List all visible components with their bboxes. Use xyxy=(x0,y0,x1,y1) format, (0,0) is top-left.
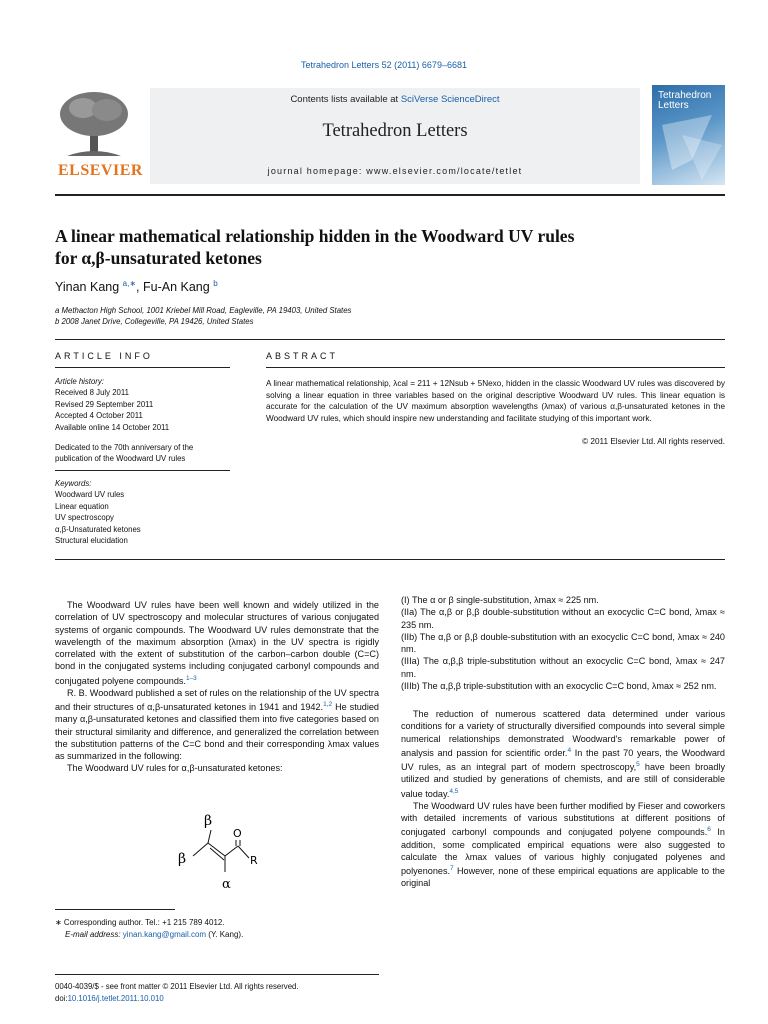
keyword-item: Linear equation xyxy=(55,501,109,511)
online-date: Available online 14 October 2011 xyxy=(55,422,170,432)
abstract-copyright: © 2011 Elsevier Ltd. All rights reserved. xyxy=(582,437,725,446)
footnote-divider xyxy=(55,909,175,910)
bottom-metadata xyxy=(55,981,455,1005)
paragraph-woodward xyxy=(55,687,379,763)
title-line1: A linear mathematical relationship hidden in the Woodward UV rules xyxy=(55,226,575,246)
citation-link[interactable]: 4,5 xyxy=(449,787,459,795)
paragraph-text: He studied many α,β-unsaturated ketones and classified them into five categories based on their structural similarity and difference, and generalized the correlation between the substitution patterns of the C=C bond and their corresponding λmax values as summarized in the following: xyxy=(55,702,379,762)
section-divider xyxy=(55,339,725,340)
affiliation-a: a Methacton High School, 1001 Kriebel Mill Road, Eagleville, PA 19403, United States xyxy=(55,306,352,315)
article-info-heading: ARTICLE INFO xyxy=(55,351,153,361)
email-suffix: (Y. Kang). xyxy=(206,930,244,939)
contents-prefix: Contents lists available at xyxy=(290,94,401,105)
paragraph-text: The Woodward UV rules have been well known and widely utilized in the correlation of UV spectroscopy and molecular structures of various conjugated systems of organic compounds. The Woodward UV rules demonstrate that the wavelength of the maximum absorption (λmax) in the UV spectra is rigidly correlated with the extent of substitution of the carbon–carbon double (C=C) bond in the conjugated systems including conjugated carbonyl compounds and conjugated polyene compounds. xyxy=(55,600,379,686)
keyword-item: α,β-Unsaturated ketones xyxy=(55,524,141,534)
keyword-item: UV spectroscopy xyxy=(55,513,114,523)
abstract-divider xyxy=(266,367,725,368)
rule-item: (IIb) The α,β or β,β double-substitution with an exocyclic C=C bond, λmax ≈ 240 nm. xyxy=(401,631,725,654)
dedication xyxy=(55,442,230,465)
cover-title-line1: Tetrahedron xyxy=(658,90,712,101)
author-list xyxy=(55,279,218,294)
paragraph-intro xyxy=(55,599,379,687)
paragraph-text: R. B. Woodward published a set of rules on the relationship of the UV spectra and their structures of α,β-unsaturated ketones in 1941 and 1942. xyxy=(55,687,379,713)
left-column xyxy=(55,599,379,775)
paragraph-text: The reduction of numerous scattered data determined under various conditions for a variety of structurally diversified compounds into several simple numerical relationships demonstrated Woodward's remarkable power of analysis and passion for scientific order. xyxy=(401,709,725,758)
journal-homepage[interactable]: journal homepage: www.elsevier.com/locate/tetlet xyxy=(267,166,523,176)
received-date: Received 8 July 2011 xyxy=(55,388,129,398)
author-affil-marker[interactable]: a,∗ xyxy=(122,279,137,288)
beta-top-label: β xyxy=(204,813,213,829)
bottom-divider xyxy=(55,974,379,975)
right-column xyxy=(401,594,725,890)
citation-link[interactable]: 6 xyxy=(707,826,711,834)
paragraph-reduction xyxy=(401,708,725,800)
citation-link[interactable]: 7 xyxy=(450,865,454,873)
enone-structure-diagram xyxy=(170,810,280,892)
accepted-date: Accepted 4 October 2011 xyxy=(55,411,143,421)
contents-line xyxy=(150,94,640,105)
keyword-item: Structural elucidation xyxy=(55,536,128,546)
abstract-heading: ABSTRACT xyxy=(266,351,339,361)
cover-title-line2: Letters xyxy=(658,100,689,111)
rule-item: (I) The α or β single-substitution, λmax ≈ 225 nm. xyxy=(401,595,599,605)
rule-item: (IIIa) The α,β,β triple-substitution without an exocyclic C=C bond, λmax ≈ 247 nm. xyxy=(401,656,725,679)
info-divider xyxy=(55,367,230,368)
keyword-item: Woodward UV rules xyxy=(55,490,125,500)
doi-link[interactable]: 10.1016/j.tetlet.2011.10.010 xyxy=(67,994,164,1003)
sciencedirect-link[interactable]: SciVerse ScienceDirect xyxy=(400,94,500,105)
journal-title: Tetrahedron Letters xyxy=(322,121,468,141)
publisher-name: ELSEVIER xyxy=(58,162,143,179)
email-line xyxy=(55,929,375,941)
journal-cover-image xyxy=(652,85,725,185)
oxygen-label: O xyxy=(233,827,242,840)
cover-artwork-icon xyxy=(652,85,725,185)
r-group-label: R xyxy=(250,854,258,867)
dedication-line2: publication of the Woodward UV rules xyxy=(55,454,186,464)
abstract-text: A linear mathematical relationship, λcal = 211 + 12Nsub + 5Nexo, hidden in the classic Woodward UV rules was discovered by solving a linear equation in three variables based on the original descriptive Woodward UV rules. This linear equation is accurate for the calculation of the UV maximum absorption wavelengths (λmax) of various α,β-unsaturated ketones in the Woodward UV rules, which should inspire new understanding and facilitate studying of this important work. xyxy=(266,379,725,423)
issn-line: 0040-4039/$ - see front matter © 2011 Elsevier Ltd. All rights reserved. xyxy=(55,982,299,991)
author-name: Yinan Kang xyxy=(55,280,120,295)
keywords-divider xyxy=(55,470,230,471)
rule-item: (IIIb) The α,β,β triple-substitution with an exocyclic C=C bond, λmax ≈ 252 nm. xyxy=(401,680,717,691)
paragraph-text: have been broadly utilized and studied by generations of chemists, and are still of considerable value today. xyxy=(401,762,725,799)
citation-link[interactable]: 1,2 xyxy=(323,701,333,709)
paragraph-text: In addition, some complicated empirical equations were also suggested to calculate the λmax values of various highly conjugated polyenes and polyenones. xyxy=(401,827,725,877)
citation-link[interactable]: 5 xyxy=(636,761,640,769)
rule-item: (IIa) The α,β or β,β double-substitution without an exocyclic C=C bond, λmax ≈ 235 nm. xyxy=(401,607,725,630)
title-line2: for α,β-unsaturated ketones xyxy=(55,248,262,268)
doi-line xyxy=(55,993,455,1005)
paragraph-text: In the past 70 years, the Woodward UV rules, as an integral part of modern spectroscopy, xyxy=(401,747,725,773)
revised-date: Revised 29 September 2011 xyxy=(55,399,154,409)
citation-link[interactable]: 1–3 xyxy=(185,674,197,682)
email-label: E-mail address: xyxy=(65,930,123,939)
journal-header xyxy=(55,88,725,186)
keywords-block xyxy=(55,478,230,546)
author-name: Fu-An Kang xyxy=(143,280,210,295)
paragraph-fieser xyxy=(401,800,725,890)
contents-banner xyxy=(150,88,640,184)
corresponding-author: ∗ Corresponding author. Tel.: +1 215 789 4012. xyxy=(55,918,225,927)
author-affil-marker[interactable]: b xyxy=(213,279,218,288)
citation-link[interactable]: 4 xyxy=(567,746,572,754)
affiliation-b: b 2008 Janet Drive, Collegeville, PA 19426, United States xyxy=(55,317,254,326)
journal-reference[interactable]: Tetrahedron Letters 52 (2011) 6679–6681 xyxy=(301,60,467,70)
alpha-label: α xyxy=(222,877,231,892)
header-divider xyxy=(55,194,725,196)
paragraph-text: The Woodward UV rules have been further modified by Fieser and coworkers with detailed increments of various substitutions at different positions of conjugated carbonyl compounds and conjugated polyene compounds. xyxy=(401,800,725,838)
keywords-label: Keywords: xyxy=(55,479,92,488)
history-label: Article history: xyxy=(55,377,104,386)
body-divider xyxy=(55,559,725,560)
beta-left-label: β xyxy=(178,851,187,867)
paragraph-text: However, none of these empirical equations are applicable to the original xyxy=(401,866,725,889)
article-title xyxy=(55,225,725,269)
dedication-line1: Dedicated to the 70th anniversary of the xyxy=(55,443,194,452)
article-history xyxy=(55,376,230,433)
author-separator: , xyxy=(136,280,143,295)
paragraph-spacer xyxy=(401,692,725,708)
email-link[interactable]: yinan.kang@gmail.com xyxy=(122,930,207,939)
paragraph-rules-intro: The Woodward UV rules for α,β-unsaturated ketones: xyxy=(67,763,283,774)
corresponding-author-footnote xyxy=(55,917,375,941)
doi-label: doi: xyxy=(55,994,68,1003)
